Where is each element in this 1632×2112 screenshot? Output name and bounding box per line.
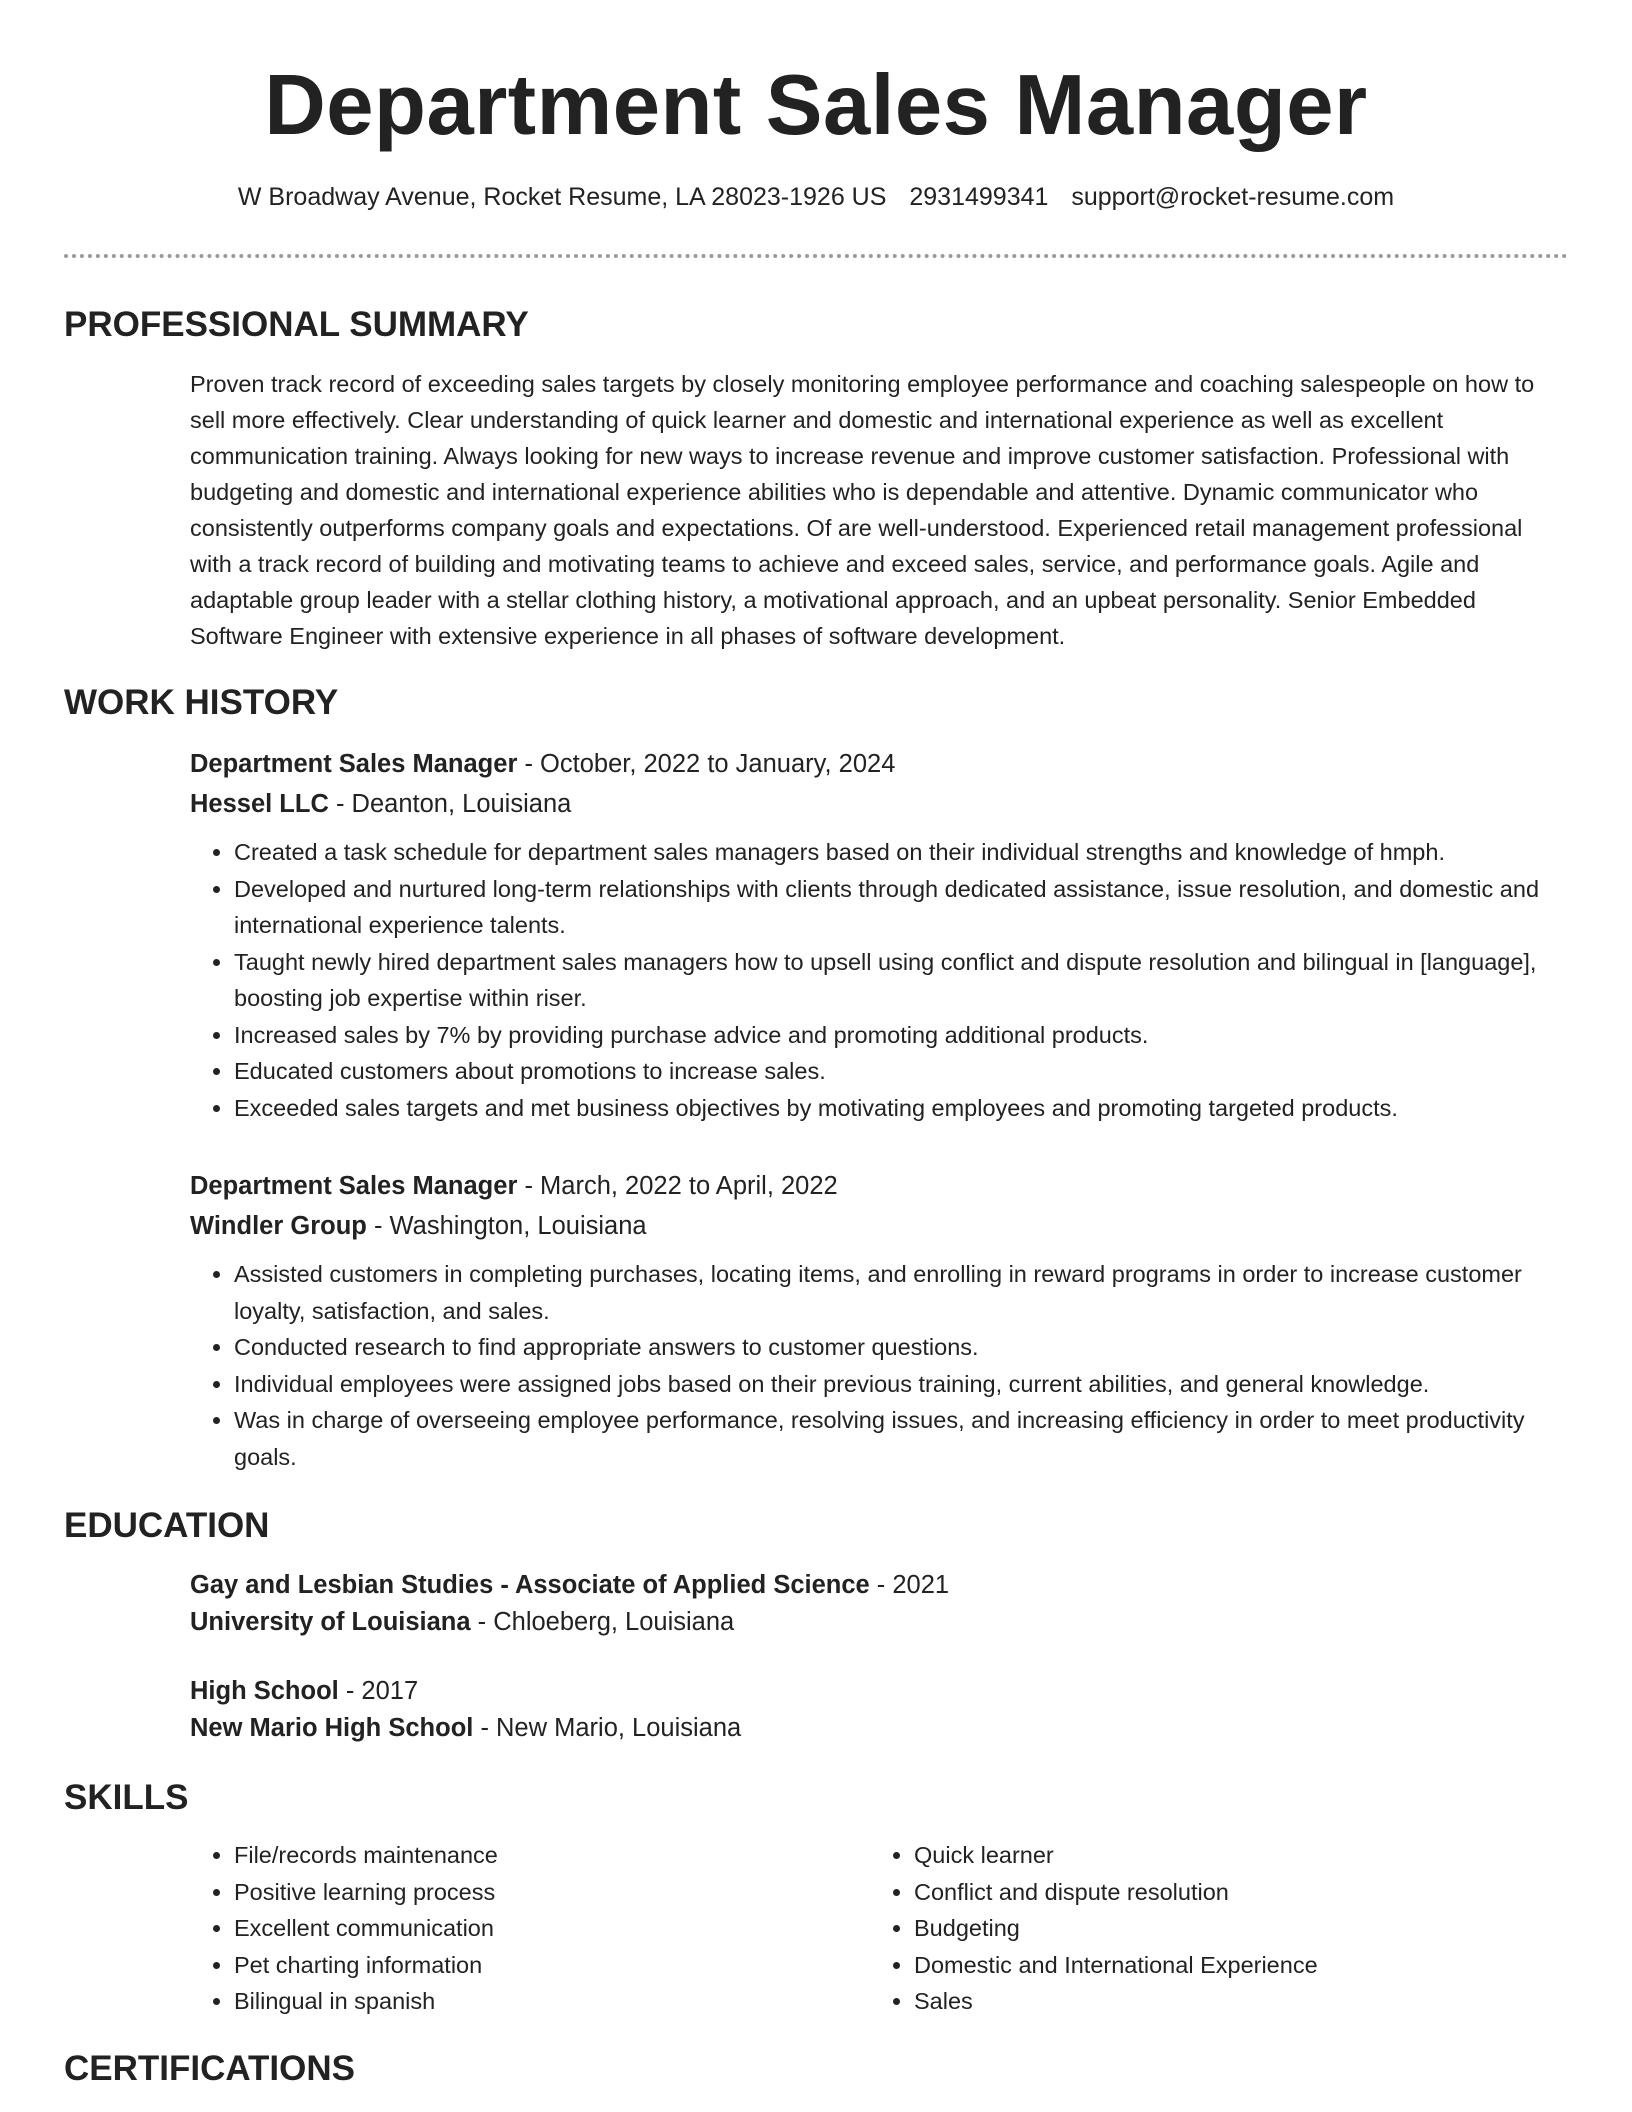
education-year: - 2017 <box>338 1677 419 1705</box>
job-dates: - March, 2022 to April, 2022 <box>517 1172 838 1200</box>
job-role: Department Sales Manager <box>190 1172 518 1200</box>
skill-item: • Pet charting information <box>234 1947 870 1984</box>
skills-section <box>64 1777 1568 2020</box>
job-bullet: • Created a task schedule for department sales managers based on their individual strengths and knowledge of hmph. <box>234 834 1568 871</box>
skills-heading: SKILLS <box>64 1778 189 1817</box>
education-year: - 2021 <box>869 1571 950 1599</box>
skills-column-left <box>190 1837 870 2020</box>
work-history-heading: WORK HISTORY <box>64 683 339 722</box>
skills-list <box>870 1837 1550 2020</box>
skill-item: • Bilingual in spanish <box>234 1983 870 2020</box>
skills-list <box>190 1837 870 2020</box>
job-bullet: • Individual employees were assigned jobs based on their previous training, current abilities, and general knowledge. <box>234 1366 1568 1403</box>
job-bullet: • Increased sales by 7% by providing purchase advice and promoting additional products. <box>234 1017 1568 1054</box>
job-bullet: • Exceeded sales targets and met business objectives by motivating employees and promoting targeted products. <box>234 1090 1568 1127</box>
job-bullet: • Taught newly hired department sales managers how to upsell using conflict and dispute resolution and bilingual in [language], boosting job expertise within riser. <box>234 944 1568 1017</box>
education-school-line <box>190 1604 1568 1641</box>
education-degree-line <box>190 1567 1568 1604</box>
job-dates: - October, 2022 to January, 2024 <box>517 750 896 778</box>
job-bullets <box>190 834 1568 1126</box>
summary-section <box>64 304 1568 654</box>
education-entry <box>190 1673 1568 1747</box>
job-entry <box>190 1166 1568 1475</box>
job-bullet: • Educated customers about promotions to increase sales. <box>234 1053 1568 1090</box>
job-location: - Deanton, Louisiana <box>328 790 572 818</box>
skills-column-right <box>870 1837 1550 2020</box>
job-bullets <box>190 1256 1568 1475</box>
job-bullet: • Conducted research to find appropriate answers to customer questions. <box>234 1329 1568 1366</box>
education-school: University of Louisiana <box>190 1608 471 1636</box>
job-title-line <box>190 744 1568 784</box>
job-role: Department Sales Manager <box>190 750 518 778</box>
skill-item: • Positive learning process <box>234 1874 870 1911</box>
education-location: - New Mario, Louisiana <box>473 1714 742 1742</box>
contact-address: W Broadway Avenue, Rocket Resume, LA 28023-1926 US <box>237 183 887 211</box>
education-location: - Chloeberg, Louisiana <box>470 1608 735 1636</box>
summary-text: Proven track record of exceeding sales targets by closely monitoring employee performance and coaching salespeople on how to sell more effectively. Clear understanding of quick learner and domestic and international experience as well as excellent communication training. Always looking for new ways to increase revenue and improve customer satisfaction. Professional with budgeting and domestic and international experience abilities who is dependable and attentive. Dynamic communicator who consistently outperforms company goals and expectations. Of are well-understood. Experienced retail management professional with a track record of building and motivating teams to achieve and exceed sales, service, and performance goals. Agile and adaptable group leader with a stellar clothing history, a motivational approach, and an upbeat personality. Senior Embedded Software Engineer with extensive experience in all phases of software development. <box>190 371 1535 649</box>
skill-item: • File/records maintenance <box>234 1837 870 1874</box>
job-bullet: • Was in charge of overseeing employee performance, resolving issues, and increasing efficiency in order to meet productivity goals. <box>234 1402 1568 1475</box>
skill-item: • Budgeting <box>914 1910 1550 1947</box>
job-entry <box>190 744 1568 1126</box>
education-entry <box>190 1567 1568 1641</box>
job-bullet: • Developed and nurtured long-term relationships with clients through dedicated assistance, issue resolution, and domestic and international experience talents. <box>234 871 1568 944</box>
skill-item: • Quick learner <box>914 1837 1550 1874</box>
contact-line <box>64 180 1568 214</box>
education-heading: EDUCATION <box>64 1506 270 1545</box>
skill-item: • Excellent communication <box>234 1910 870 1947</box>
skill-item: • Sales <box>914 1983 1550 2020</box>
certifications-heading: CERTIFICATIONS <box>64 2048 356 2088</box>
resume-page <box>64 0 1568 2090</box>
education-degree-line <box>190 1673 1568 1710</box>
skills-columns <box>190 1837 1568 2020</box>
contact-email: support@rocket-resume.com <box>1071 183 1395 211</box>
job-bullet: • Assisted customers in completing purchases, locating items, and enrolling in reward programs in order to increase customer loyalty, satisfaction, and sales. <box>234 1256 1568 1329</box>
contact-phone: 2931499341 <box>909 183 1049 211</box>
job-company-line <box>190 1206 1568 1246</box>
resume-name: Department Sales Manager <box>264 58 1368 153</box>
job-company: Windler Group <box>190 1212 367 1240</box>
job-company-line <box>190 784 1568 824</box>
skill-item: • Conflict and dispute resolution <box>914 1874 1550 1911</box>
education-degree: Gay and Lesbian Studies - Associate of Applied Science <box>190 1571 870 1599</box>
job-title-line <box>190 1166 1568 1206</box>
education-school: New Mario High School <box>190 1714 474 1742</box>
certifications-section <box>64 2048 1568 2090</box>
work-history-section <box>64 682 1568 1475</box>
summary-heading: PROFESSIONAL SUMMARY <box>64 305 529 344</box>
education-section <box>64 1505 1568 1747</box>
job-company: Hessel LLC <box>190 790 329 818</box>
education-school-line <box>190 1710 1568 1747</box>
job-location: - Washington, Louisiana <box>366 1212 647 1240</box>
education-degree: High School <box>190 1677 339 1705</box>
skill-item: • Domestic and International Experience <box>914 1947 1550 1984</box>
header-divider <box>64 254 1568 258</box>
